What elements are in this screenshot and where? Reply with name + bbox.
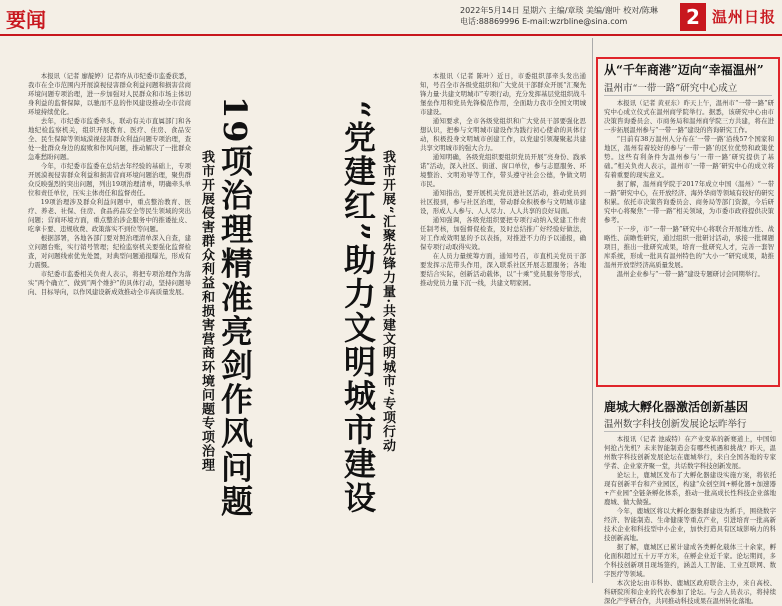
- rule-line: [604, 95, 772, 96]
- paragraph: 在人员力量统筹方面，通知号召，市直机关党员干部要发挥示范带头作用，深入联系社区开展志愿服务；各地要结合实际，创新活动载体，以“十乘”党员服务等形式，推动党员力量下沉一线，共建文明家园。: [420, 252, 586, 287]
- subheadline-anti-corruption: 我市开展侵害群众利益和损害营商环境问题专项治理: [199, 150, 214, 472]
- contact-line: [460, 17, 627, 27]
- subheadline-belt-road: 温州市“一带一路”研究中心成立: [604, 83, 738, 94]
- paragraph: 今年，鹿城区将以大孵化器集群建设为抓手，围绕数字经济、智能制造、生命健康等重点产业，引进培育一批高新技术企业和科技型中小企业，加快打造具有区域影响力的科技创新高地。: [604, 507, 776, 542]
- article-body-civilization: [420, 72, 586, 585]
- headline-civilization: “党建红”助力文明城市建设: [339, 100, 377, 515]
- paragraph: “目前有38万温州人分布在‘一带一路’沿线57个国家和地区，温州有着较好的参与‘一带一路’的区位优势和政策优势。这些有利条件为温州参与‘一带一路’研究提供了基础。”相关负责人表示，温州市‘一带一路’研究中心的成立将有着重要的现实意义。: [604, 135, 774, 179]
- paragraph: 本报讯（记者 黄亚东）昨天上午，温州市“一带一路”研究中心成立仪式在温州商学院举行。据悉，该研究中心由市决策咨询委员会、市商务局和温州商学院三方共建，将在进一步拓展温州参与“一带一路”建设的咨询研究工作。: [604, 99, 774, 134]
- phone-label: 电话:88869996 E-mail:: [460, 17, 550, 26]
- email-link[interactable]: wzrbline@sina.com: [549, 17, 628, 26]
- page-header: [0, 0, 782, 36]
- section-title: 要闻: [6, 8, 46, 32]
- paragraph: 19项治理涉及群众利益问题中，重点整治教育、医疗、养老、社保、住房、食品药品安全等民生领域的突出问题；营商环境方面，重点整治涉企服务中的推诿扯皮、吃拿卡要、违规收费、政策落实不到位等问题。: [28, 198, 191, 233]
- paragraph: 市纪委市监委相关负责人表示，将把专项治理作为落实“两个确立”、做到“两个维护”的具体行动，坚持问题导向、目标导向，以作风建设新成效推动全市高质量发展。: [28, 270, 191, 296]
- article-body-belt-road: [604, 99, 774, 383]
- paragraph: 今年，市纪委市监委在总结去年经验的基础上，专项开展漠视侵害群众利益和损害营商环境问题治理，聚焦群众反映强烈的突出问题，列出19项治理清单，明确牵头单位和责任单位，压实主体责任和监督责任。: [28, 162, 191, 197]
- newspaper-masthead: 温州日报: [712, 8, 777, 26]
- headline-belt-road: 从“千年商港”迈向“幸福温州”: [604, 63, 764, 77]
- article-body-anti-corruption: [28, 72, 191, 585]
- page-number-badge: 2: [680, 3, 706, 31]
- paragraph: 据了解，温州商学院于2017年成立中国（温州）“一带一路”研究中心，在开放经济、海外华商等领域有较好的研究积累。依托市决策咨询委员会、商务局等部门资源，今后研究中心将聚焦“一带一路”相关领域，为市委市政府提供决策参考。: [604, 180, 774, 224]
- issue-date: 2022年5月14日 星期六 主编/章琰 美编/谢叶 校对/陈琳: [460, 6, 658, 15]
- paragraph: 通知明确，各级党组织要组织党员开展“亮身份、践承诺”活动，深入社区、街道、窗口单位，参与志愿服务、环境整治、文明劝导等工作，带头遵守社会公德，争做文明市民。: [420, 153, 586, 188]
- paragraph: 下一步，市“一带一路”研究中心将联合开展地方性、战略性、前瞻性研究，通过组织一批研讨活动，承接一批课题项目，推出一批研究成果，培育一批研究人才，完善一套智库系统，形成一批具有温州特色的“大小一”研究成果，助推温州开放型经济高质量发展。: [604, 225, 774, 269]
- headline-anti-corruption: 19项治理精准亮剑作风问题: [216, 96, 254, 519]
- rule-line: [604, 431, 772, 432]
- paragraph: 温州企业参与“一带一路”建设专题研讨会同期举行。: [616, 270, 764, 278]
- paragraph: 本次论坛由市科协、鹿城区政府联合主办，来自高校、科研院所和企业的代表参加了论坛。与会人员表示，将持续深化产学研合作，共同推动科技成果在温州转化落地。: [604, 579, 776, 605]
- paragraph: 通知指出，要开展机关党员进社区活动，推动党员到社区报到，参与社区治理，带动群众积极参与文明城市建设，形成人人参与、人人尽力、人人共享的良好局面。: [420, 189, 586, 215]
- paragraph: 本报讯（记者 池威特）在产业变革的新赛道上，中国如何抢占先机？未来智能制造会有哪些机遇和挑战？昨天，温州数字科技创新发展论坛在鹿城举行，来自全国各地的专家学者、企业家齐聚一堂，共话数字科技创新发展。: [604, 435, 776, 470]
- paragraph: 去年，市纪委市监委牵头，联动有关市直属部门和各地纪检监察机关，组织开展教育、医疗、住房、食品安全、民生保障等领域漠视侵害群众利益问题专项治理，查处一批群众身边的腐败和作风问题，推动解决了一批群众急难愁盼问题。: [28, 117, 191, 161]
- paragraph: 根据部署，各地各部门要对照治理清单深入自查，建立问题台账，实行销号管理；纪检监察机关要强化监督检查，对问题线索优先处置，对典型问题通报曝光，形成有力震慑。: [28, 234, 191, 269]
- paragraph: 本报讯（记者 廖靛婷）记者昨从市纪委市监委获悉，我市在全市范围内开展漠视侵害群众利益问题和损害营商环境问题专项治理，进一步加强对人民群众和市场主体切身利益的监督保障，以驰而不息的作风建设推动全市营商环境持续优化。: [28, 72, 191, 116]
- paragraph: 本报讯（记者 陈叶）近日，市委组织部牵头发出通知，号召全市各级党组织和广大党员干部群众开展“汇聚先锋力量·共建文明城市”专项行动，充分发挥基层党组织战斗堡垒作用和党员先锋模范作用，全面助力我市全国文明城市建设。: [420, 72, 586, 116]
- paragraph: 据了解，鹿城区已累计建成各类孵化载体三十余家，孵化面积超过五十万平方米，在孵企业近千家。论坛期间，多个科技创新项目现场签约，涵盖人工智能、工业互联网、数字医疗等领域。: [604, 543, 776, 578]
- subheadline-civilization: 我市开展“汇聚先锋力量·共建文明城市”专项行动: [380, 150, 395, 453]
- paragraph: 通知要求，全市各级党组织和广大党员干部要强化思想认识，把参与文明城市建设作为践行初心使命的具体行动，积极投身文明城市创建工作，以党建引领凝聚起共建共享文明城市的强大合力。: [420, 117, 586, 152]
- dateline: [460, 6, 658, 26]
- subheadline-incubator: 温州数字科技创新发展论坛昨举行: [604, 419, 747, 430]
- article-body-incubator: [604, 435, 776, 605]
- paragraph: 论坛上，鹿城区发布了大孵化器建设实施方案，将依托现有创新平台和产业园区，构建“众创空间+孵化器+加速器+产业园”全链条孵化体系，推动一批高成长性科技企业落地鹿城、做大做强。: [604, 471, 776, 506]
- column-divider: [592, 38, 593, 583]
- paragraph: 通知强调，各级党组织要把专项行动纳入党建工作责任制考核，加强督促检查，及时总结推广好经验好做法，对工作成效明显的予以表扬，对推进不力的予以通报，确保专项行动取得实效。: [420, 216, 586, 251]
- headline-incubator: 鹿城大孵化器激活创新基因: [604, 400, 749, 414]
